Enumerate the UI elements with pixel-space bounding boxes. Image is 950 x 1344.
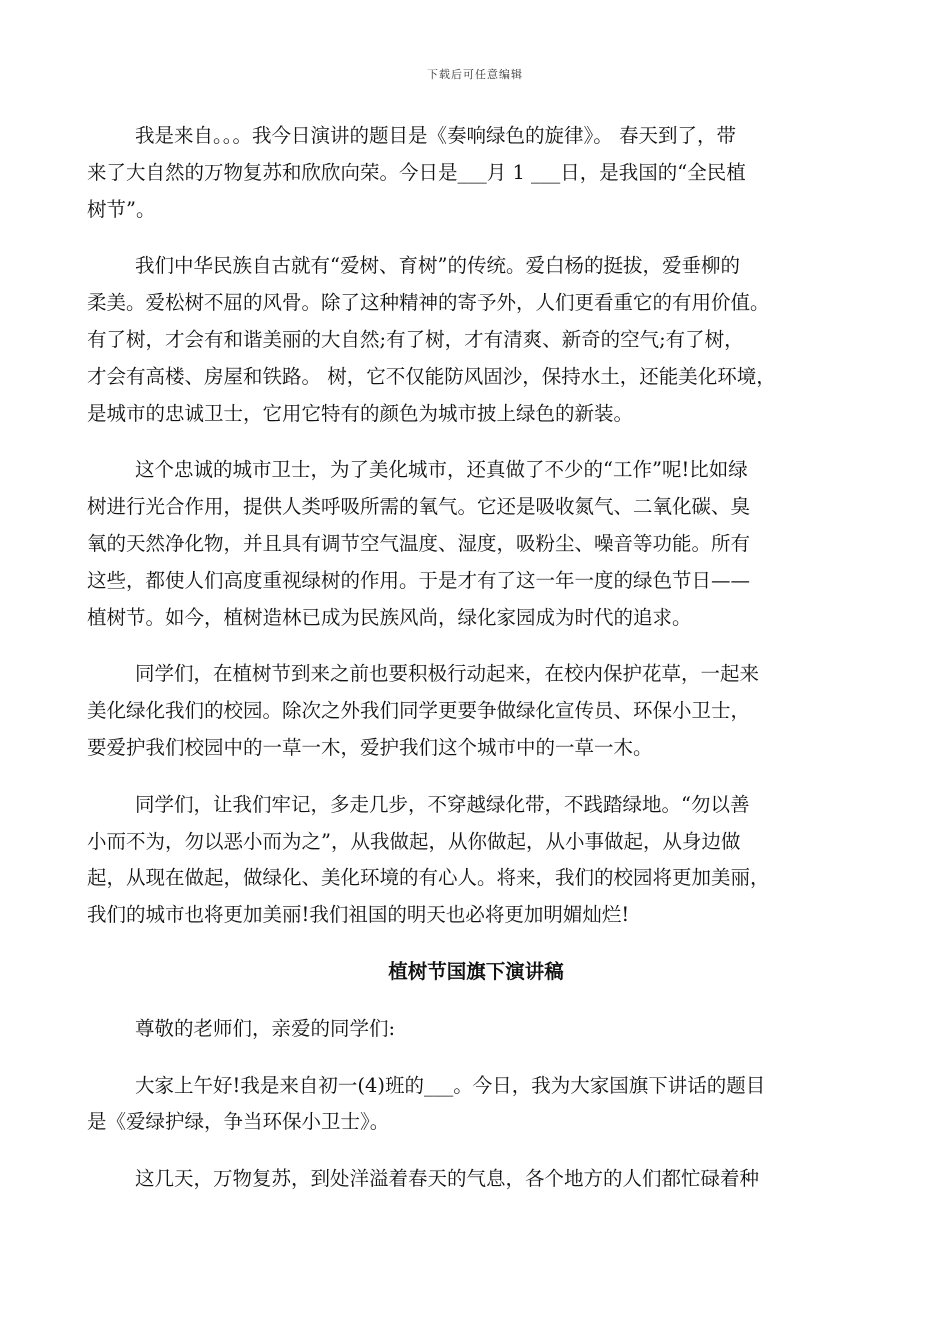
paragraph-line: 柔美。爱松树不屈的风骨。除了这种精神的寄予外，人们更看重它的有用价值。 [87, 291, 770, 315]
document-body [87, 118, 865, 1218]
paragraph-line: 大家上午好!我是来自初一(4)班的___。今日，我为大家国旗下讲话的题目 [135, 1073, 766, 1097]
paragraph-line: 我们的城市也将更加美丽!我们祖国的明天也必将更加明媚灿烂! [87, 903, 630, 927]
paragraph-line: 是城市的忠诚卫士，它用它特有的颜色为城市披上绿色的新装。 [87, 401, 634, 425]
paragraph-line: 才会有高楼、房屋和铁路。 树，它不仅能防风固沙，保持水土，还能美化环境， [87, 364, 776, 388]
paragraph-line: 这几天，万物复苏，到处洋溢着春天的气息，各个地方的人们都忙碌着种 [135, 1167, 760, 1191]
paragraph-line: 我是来自。。。我今日演讲的题目是《奏响绿色的旋律》。 春天到了，带 [135, 124, 736, 147]
paragraph-line: 美化绿化我们的校园。除次之外我们同学更要争做绿化宣传员、环保小卫士， [87, 699, 751, 723]
paragraph-line: 树进行光合作用，提供人类呼吸所需的氧气。它还是吸收氮气、二氧化碳、臭 [87, 495, 751, 519]
paragraph-line: 是《爱绿护绿，争当环保小卫士》。 [87, 1110, 390, 1134]
paragraph-line: 有了树，才会有和谐美丽的大自然;有了树，才有清爽、新奇的空气;有了树， [87, 327, 744, 351]
paragraph-1 [87, 118, 865, 228]
paragraph-line: 起，从现在做起，做绿化、美化环境的有心人。将来，我们的校园将更加美丽， [87, 866, 770, 890]
paragraph-4 [87, 656, 865, 766]
section-title: 植树节国旗下演讲稿 [388, 959, 564, 983]
intro-paragraph [87, 1068, 865, 1142]
paragraph-line: 来了大自然的万物复苏和欣欣向荣。今日是___月 1 ___日，是我国的“全民植 [87, 160, 746, 184]
paragraph-line: 植树节。如今，植树造林已成为民族风尚，绿化家园成为时代的追求。 [87, 605, 692, 629]
paragraph-3 [87, 452, 865, 636]
paragraph-line: 树节”。 [87, 197, 156, 221]
paragraph-line: 这个忠诚的城市卫士，为了美化城市，还真做了不少的“工作”呢!比如绿 [135, 458, 748, 482]
paragraph-line: 我们中华民族自古就有“爱树、育树”的传统。爱白杨的挺拔，爱垂柳的 [135, 254, 740, 278]
header-note: 下载后可任意编辑 [427, 68, 523, 81]
paragraph-line: 尊敬的老师们，亲爱的同学们: [135, 1016, 396, 1040]
paragraph-line: 同学们，在植树节到来之前也要积极行动起来，在校内保护花草，一起来 [135, 662, 760, 686]
paragraph-line: 氧的天然净化物，并且具有调节空气温度、湿度，吸粉尘、噪音等功能。所有 [87, 531, 751, 555]
paragraph-2 [87, 248, 865, 432]
paragraph-line: 同学们，让我们牢记，多走几步，不穿越绿化带，不践踏绿地。“勿以善 [135, 792, 750, 816]
greeting-paragraph [87, 1011, 865, 1048]
paragraph-line: 要爱护我们校园中的一草一木，爱护我们这个城市中的一草一木。 [87, 735, 653, 759]
closing-paragraph [87, 1161, 865, 1198]
paragraph-line: 小而不为，勿以恶小而为之”，从我做起，从你做起，从小事做起，从身边做 [87, 829, 741, 853]
paragraph-5 [87, 787, 865, 934]
paragraph-line: 这些，都使人们高度重视绿树的作用。于是才有了这一年一度的绿色节日—— [87, 568, 751, 592]
